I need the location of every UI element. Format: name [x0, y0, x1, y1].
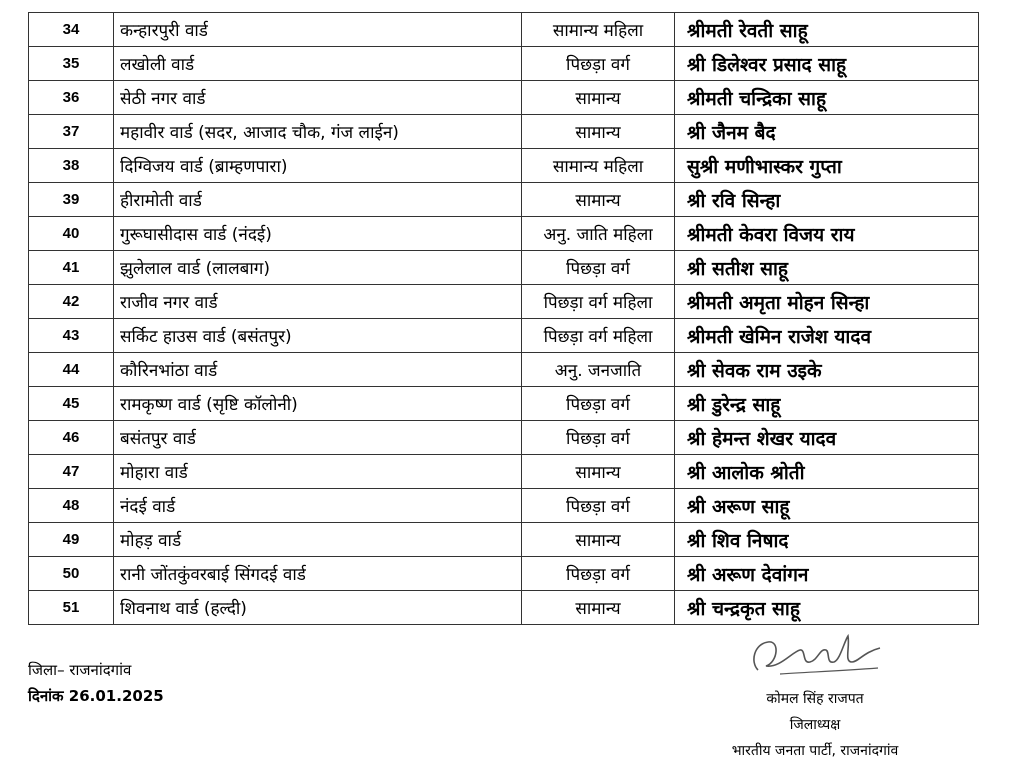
footer-left [28, 657, 164, 709]
reservation-category: पिछड़ा वर्ग [522, 251, 675, 285]
signature-scribble-icon [740, 622, 890, 684]
candidate-name: श्री अरूण देवांगन [675, 557, 979, 591]
candidate-name: श्री डुरेन्द्र साहू [675, 387, 979, 421]
candidate-name: श्री रवि सिन्हा [675, 183, 979, 217]
candidate-name: श्री डिलेश्वर प्रसाद साहू [675, 47, 979, 81]
ward-name: शिवनाथ वार्ड (हल्दी) [114, 591, 522, 625]
candidate-name: श्रीमती रेवती साहू [675, 13, 979, 47]
ward-name: सर्किट हाउस वार्ड (बसंतपुर) [114, 319, 522, 353]
reservation-category: सामान्य [522, 455, 675, 489]
candidate-name: श्री सेवक राम उइके [675, 353, 979, 387]
row-number: 48 [29, 489, 114, 523]
signatory-block [700, 686, 930, 764]
table-row [29, 285, 979, 319]
table-row [29, 455, 979, 489]
table-row [29, 183, 979, 217]
reservation-category: सामान्य [522, 591, 675, 625]
candidate-name: श्री हेमन्त शेखर यादव [675, 421, 979, 455]
row-number: 45 [29, 387, 114, 421]
row-number: 51 [29, 591, 114, 625]
table-row [29, 557, 979, 591]
reservation-category: सामान्य [522, 183, 675, 217]
reservation-category: सामान्य [522, 81, 675, 115]
ward-name: झुलेलाल वार्ड (लालबाग) [114, 251, 522, 285]
signature [740, 622, 890, 684]
ward-name: सेठी नगर वार्ड [114, 81, 522, 115]
row-number: 40 [29, 217, 114, 251]
candidate-name: श्रीमती केवरा विजय राय [675, 217, 979, 251]
ward-name: दिग्विजय वार्ड (ब्राम्हणपारा) [114, 149, 522, 183]
candidate-name: श्री चन्द्रकृत साहू [675, 591, 979, 625]
reservation-category: सामान्य महिला [522, 149, 675, 183]
row-number: 49 [29, 523, 114, 557]
ward-name: नंदई वार्ड [114, 489, 522, 523]
candidate-name: श्री सतीश साहू [675, 251, 979, 285]
signatory-name: कोमल सिंह राजपत [766, 691, 864, 707]
ward-name: रामकृष्ण वार्ड (सृष्टि कॉलोनी) [114, 387, 522, 421]
reservation-category: पिछड़ा वर्ग महिला [522, 285, 675, 319]
table-row [29, 421, 979, 455]
table-row [29, 489, 979, 523]
table-row [29, 81, 979, 115]
reservation-category: पिछड़ा वर्ग महिला [522, 319, 675, 353]
row-number: 39 [29, 183, 114, 217]
reservation-category: पिछड़ा वर्ग [522, 421, 675, 455]
table-body [29, 13, 979, 625]
candidate-name: श्रीमती चन्द्रिका साहू [675, 81, 979, 115]
row-number: 38 [29, 149, 114, 183]
table-row [29, 13, 979, 47]
row-number: 50 [29, 557, 114, 591]
row-number: 36 [29, 81, 114, 115]
table-row [29, 115, 979, 149]
date-label: दिनांक 26.01.2025 [28, 687, 164, 705]
row-number: 43 [29, 319, 114, 353]
ward-name: कन्हारपुरी वार्ड [114, 13, 522, 47]
row-number: 44 [29, 353, 114, 387]
ward-name: राजीव नगर वार्ड [114, 285, 522, 319]
table-row [29, 149, 979, 183]
candidate-name: श्रीमती खेमिन राजेश यादव [675, 319, 979, 353]
candidate-name: श्री आलोक श्रोती [675, 455, 979, 489]
ward-name: मोहड़ वार्ड [114, 523, 522, 557]
district-label: जिला– राजनांदगांव [28, 661, 132, 679]
row-number: 41 [29, 251, 114, 285]
row-number: 47 [29, 455, 114, 489]
ward-name: रानी जोंतकुंवरबाई सिंगदई वार्ड [114, 557, 522, 591]
reservation-category: सामान्य [522, 523, 675, 557]
reservation-category: सामान्य महिला [522, 13, 675, 47]
row-number: 46 [29, 421, 114, 455]
ward-name: गुरूघासीदास वार्ड (नंदई) [114, 217, 522, 251]
row-number: 35 [29, 47, 114, 81]
table-row [29, 251, 979, 285]
reservation-category: पिछड़ा वर्ग [522, 557, 675, 591]
party-name: भारतीय जनता पार्टी, राजनांदगांव [731, 743, 899, 759]
table-row [29, 591, 979, 625]
candidate-name: श्री जैनम बैद [675, 115, 979, 149]
table-row [29, 319, 979, 353]
row-number: 34 [29, 13, 114, 47]
reservation-category: अनु. जाति महिला [522, 217, 675, 251]
signatory-title: जिलाध्यक्ष [789, 717, 841, 733]
table-row [29, 217, 979, 251]
ward-candidate-table [28, 12, 979, 625]
candidate-name: श्रीमती अमृता मोहन सिन्हा [675, 285, 979, 319]
row-number: 42 [29, 285, 114, 319]
ward-name: महावीर वार्ड (सदर, आजाद चौक, गंज लाईन) [114, 115, 522, 149]
ward-name: कौरिनभांठा वार्ड [114, 353, 522, 387]
ward-name: बसंतपुर वार्ड [114, 421, 522, 455]
candidate-name: सुश्री मणीभास्कर गुप्ता [675, 149, 979, 183]
reservation-category: सामान्य [522, 115, 675, 149]
reservation-category: पिछड़ा वर्ग [522, 489, 675, 523]
table-row [29, 47, 979, 81]
table-row [29, 353, 979, 387]
reservation-category: पिछड़ा वर्ग [522, 47, 675, 81]
ward-name: लखोली वार्ड [114, 47, 522, 81]
candidate-name: श्री शिव निषाद [675, 523, 979, 557]
table-row [29, 387, 979, 421]
table-row [29, 523, 979, 557]
row-number: 37 [29, 115, 114, 149]
candidate-name: श्री अरूण साहू [675, 489, 979, 523]
reservation-category: अनु. जनजाति [522, 353, 675, 387]
ward-name: मोहारा वार्ड [114, 455, 522, 489]
reservation-category: पिछड़ा वर्ग [522, 387, 675, 421]
ward-name: हीरामोती वार्ड [114, 183, 522, 217]
